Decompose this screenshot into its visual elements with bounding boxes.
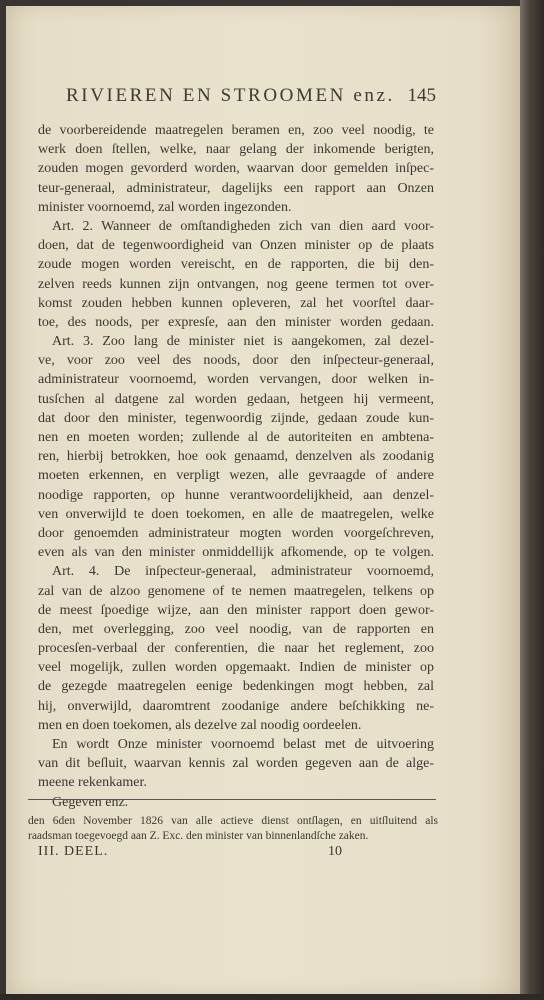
scan-border <box>0 994 544 1000</box>
text-line: de meest ſpoedige wijze, aan den minister rapport doen gewor- <box>38 602 434 618</box>
book-edge <box>520 0 544 1000</box>
text-line: En wordt Onze minister voornoemd belast met de uitvoering <box>52 737 434 752</box>
text-line: men en doen toekomen, als dezelve zal noodig oordeelen. <box>38 717 362 733</box>
text-line: nen en moeten worden; zullende al de autoriteiten en ambtena- <box>38 430 434 445</box>
text-line: hij, onverwijld, daaromtrent zoodanige andere beſchikking ne- <box>38 698 434 714</box>
body-text <box>38 121 434 812</box>
text-line: de gezegde maatregelen eenige bedenkingen mogt hebben, zal <box>38 679 434 695</box>
text-line: ve, voor zoo veel des noods, door den inſpecteur-generaal, <box>38 353 434 369</box>
text-line: moeten erkennen, en verpligt wezen, alle gevraagde of andere <box>38 468 434 484</box>
text-line: zal van de alzoo genomene of te nemen maatregelen, telkens op <box>38 583 434 599</box>
footnote <box>28 814 438 844</box>
text-line: Gegeven enz. <box>52 794 129 810</box>
text-line: tusſchen al datgene zal worden gedaan, hetgeen hij vermeent, <box>38 391 434 407</box>
text-line: den, met overlegging, zoo veel noodig, van de rapporten en <box>38 621 434 637</box>
page-header <box>34 83 436 109</box>
text-line: Art. 3. Zoo lang de minister niet is aangekomen, zal dezel- <box>52 334 434 350</box>
running-head: RIVIEREN EN STROOMEN enz. <box>66 85 395 106</box>
footnote-line: raadsman toegevoegd aan Z. Exc. den minister van binnenlandſche zaken. <box>28 830 369 842</box>
text-line: veel mogelijk, zullen worden opgemaakt. Indien de minister op <box>38 660 434 676</box>
book-page <box>6 6 520 994</box>
text-line: meene rekenkamer. <box>38 775 147 791</box>
text-line: doen, dat de tegenwoordigheid van Onzen minister op de plaats <box>38 238 434 254</box>
text-line: minister voornoemd, zal worden ingezonden. <box>38 199 292 215</box>
text-line: even als van den minister onmiddellijk afkomende, op te volgen. <box>38 545 434 561</box>
text-line: Art. 2. Wanneer de omſtandigheden zich van dien aard voor- <box>52 218 434 234</box>
text-line: toe, des noods, per expresſe, aan den minister worden gedaan. <box>38 314 434 330</box>
text-line: ven onverwijld te doen toekomen, en alle de maatregelen, welke <box>38 506 434 522</box>
volume-signature: III. DEEL. <box>38 844 109 859</box>
text-line: noodige rapporten, op hunne verantwoordelijkheid, aan denzel- <box>38 487 434 503</box>
footnote-divider <box>28 799 436 800</box>
page-number: 145 <box>407 85 436 106</box>
text-line: Art. 4. De inſpecteur-generaal, administrateur voornoemd, <box>52 564 434 580</box>
text-line: zouden mogen gevorderd worden, waarvan door gemelden inſpec- <box>38 161 434 177</box>
text-line: administrateur voornoemd, worden vervangen, door welken in- <box>38 372 434 388</box>
text-line: dat door den minister, tegenwoordig zijnde, gedaan zoude kun- <box>38 410 434 426</box>
text-line: teur-generaal, administrateur, dagelijks een rapport aan Onzen <box>38 180 434 196</box>
footnote-line: den 6den November 1826 van alle actieve dienst ontſlagen, en uitſluitend als <box>28 815 438 827</box>
text-line: procesſen-verbaal der conferentien, die naar het reglement, zoo <box>38 641 434 657</box>
text-line: door genoemden administrateur mogten worden voorgeſchreven, <box>38 525 434 541</box>
text-line: zoude mogen worden vereischt, en de rapporten, die bij den- <box>38 257 434 273</box>
text-line: zelven reeds kunnen zijn ontvangen, nog geene termen tot over- <box>38 276 434 292</box>
sheet-number: 10 <box>328 844 342 859</box>
text-line: werk doen ſtellen, welke, naar gelang der inkomende berigten, <box>38 142 434 158</box>
text-line: komst zouden hebben kunnen opleveren, zal het voorſtel daar- <box>38 295 434 311</box>
text-line: van dit beſluit, waarvan kennis zal worden gegeven aan de alge- <box>38 756 434 772</box>
text-line: de voorbereidende maatregelen beramen en, zoo veel noodig, te <box>38 123 434 138</box>
text-line: ren, hierbij betrokken, hoe ook genaamd, denzelven als zoodanig <box>38 449 434 465</box>
